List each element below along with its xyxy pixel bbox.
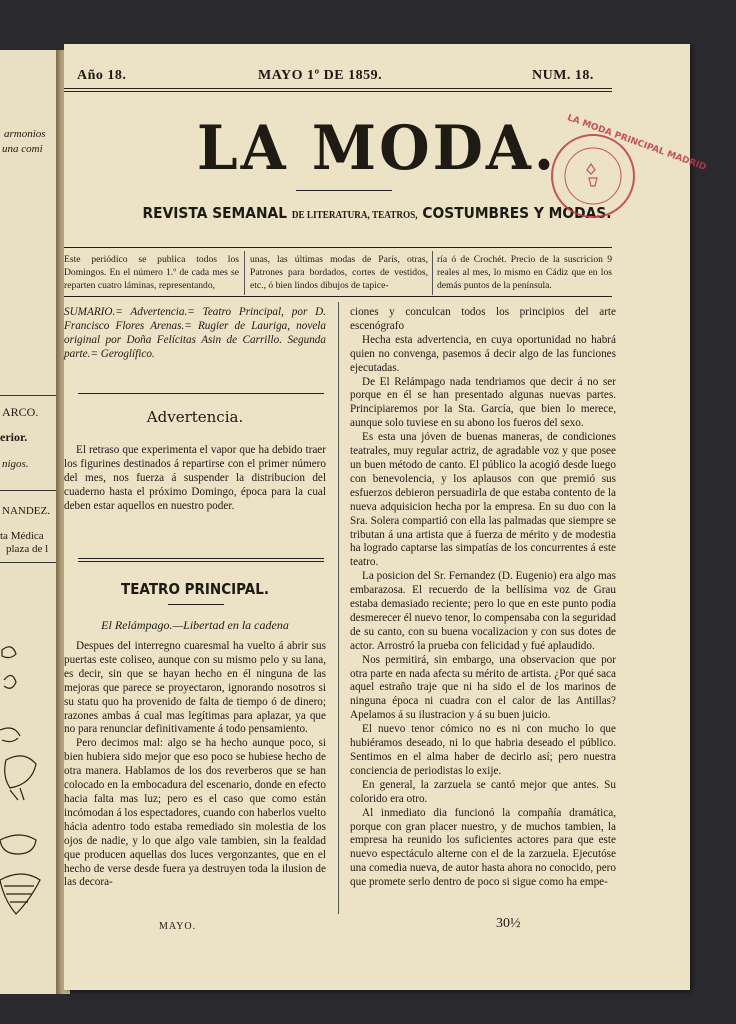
page-number: 30½	[496, 916, 521, 931]
title-ornament-rule	[296, 190, 392, 191]
left-rule	[0, 490, 60, 491]
masthead-title: LA MODA.	[196, 112, 558, 184]
article-paragraph: ciones y conculcan todos los principios del arte escenógrafo	[350, 306, 616, 332]
left-rule	[0, 562, 60, 563]
section-rule	[78, 393, 324, 394]
article-paragraph: De El Relámpago nada tendriamos que decir á no ser porque en él se han presentado algunas nuevas partes. Principiaremos por la Sta. García, que bien lo merece, aunque solo tuviese en su abono los fueros del sexo.	[350, 375, 616, 430]
left-fragment: plaza de l	[6, 543, 49, 555]
issue-number: NUM. 18.	[532, 68, 594, 83]
section-rule	[78, 558, 324, 559]
left-fragment: ARCO.	[2, 405, 39, 419]
footer-month: MAYO.	[159, 921, 197, 932]
library-stamp	[551, 113, 708, 218]
article-paragraph: Nos permitirá, sin embargo, una observacion que por otra parte en nada afecta su mérito de artista. ¿Por qué saca aquel estraño traje que ni ha sido el de los marinos de ninguna época ni cuadra con el calor de las Antillas? Apelamos á su ilustracion y á su buen juicio.	[350, 653, 616, 722]
advertencia-heading: Advertencia.	[146, 408, 244, 426]
article-paragraph: Hecha esta advertencia, en cuya oportunidad no habrá quien no convenga, pasemos á decir algo de las funciones ejecutadas.	[350, 333, 616, 374]
left-fragment: una comi	[2, 143, 43, 155]
left-fragment: erior.	[0, 430, 28, 444]
column-divider	[338, 302, 339, 914]
article-paragraph: Al inmediato dia funcionó la compañía dramática, porque con gran placer nuestro, y de muchos tambien, la empresa ha reunido los suficientes actores para que este nuevo espectáculo alterne con el de la zarzuela. Ejecutóse una comedia nueva, de autor hasta ahora no conocido, pero que promete serlo dentro de poco si sigue como ha empe-	[350, 806, 616, 889]
left-fragment: nigos.	[2, 458, 29, 470]
section-rule-double	[78, 561, 324, 562]
article-paragraph: Es esta una jóven de buenas maneras, de condiciones teatrales, muy regular actriz, de agradable voz y que posee un buen método de canto. El público la acogió desde luego con benevolencia, y los aplausos con que premió sus esfuerzos debieron persuadirla de que estaba contento de la nueva adquisicion hecha por la empresa. En su duo con la Sra. Solera compartió con ella las palmadas que siempre se tributan á una artista que á fuerza de mérito y de modestia ha logrado captarse las simpatías de los concurrentes á este teatro.	[350, 431, 616, 569]
notice-separator	[432, 251, 433, 295]
advertencia-text	[64, 444, 326, 514]
engraving-illustration	[0, 640, 48, 940]
left-fragment: ta Médica	[0, 530, 44, 542]
article-paragraph: La posicion del Sr. Fernandez (D. Eugenio) era algo mas embarazosa. El recuerdo de la bellísima voz de Grau estaba demasiado reciente; pero lo que en este punto podia desmerecer él nuevo tenor, lo compensaba con la seguridad de su canto, con su buena vocalizacion y con sus dotes de actor. Arrostró la prueba con felicidad y fué aplaudido.	[350, 570, 616, 652]
heading-underline	[168, 604, 224, 605]
notice-separator	[244, 251, 245, 295]
advertencia-paragraph: El retraso que experimenta el vapor que ha debido traer los figurines destinados á repartirse con el primer número del mes, nos fuerza á suspender la distribucion del cuaderno hasta el próximo Domingo, época para la cual deben estar aquellos en nuestro poder.	[64, 444, 326, 512]
article-paragraph: El nuevo tenor cómico no es ni con mucho lo que hubiéramos deseado, ni lo que habria deseado el público. Sentimos en el alma haber de decirlo así; pero nuestra conciencia de periodistas lo exije.	[350, 723, 616, 777]
relampago-subheading: El Relámpago.—Libertad en la cadena	[101, 618, 289, 632]
notice-column-3: ría ó de Crochét. Precio de la suscricion 9 reales al mes, lo mismo en Cádiz que en los demás puntos de la península.	[437, 254, 612, 291]
stamp-text: LA MODA PRINCIPAL MADRID	[565, 113, 708, 173]
left-rule	[0, 395, 60, 396]
article-paragraph: Despues del interregno cuaresmal ha vuelto á abrir sus puertas este coliseo, aunque con su mismo pelo y su lana, es decir, sin que se hayan hecho en él ninguna de las mejoras que parece se proyectaron, ignorando nosotros si su statu quo ha provenido de falta de tiempo ó de dinero; razones ambas á cual mas legítimas para aplazar, ya que no para renunciar definitivamente á todo pensamiento.	[64, 640, 326, 736]
article-paragraph: En general, la zarzuela se cantó mejor que antes. Su colorido era otro.	[350, 778, 616, 805]
notice-column-1: Este periódico se publica todos los Domingos. En el número 1.º de cada mes se reparten cuatro láminas, representando,	[64, 254, 239, 291]
issue-date: MAYO 1º DE 1859.	[258, 68, 383, 83]
subtitle-part: REVISTA SEMANAL	[142, 204, 287, 222]
subtitle-part: COSTUMBRES Y MODAS.	[422, 204, 612, 222]
notice-bottom-rule	[64, 296, 612, 297]
left-fragment: armonios	[4, 128, 46, 140]
teatro-article-right	[350, 306, 616, 890]
sumario-summary: SUMARIO.= Advertencia.= Teatro Principal, por D. Francisco Flores Arenas.= Rugier de Lauriga, novela original por Doña Felícitas Asin de Carrillo. Segunda parte.= Geroglífico.	[64, 306, 326, 360]
left-fragment: NANDEZ.	[2, 505, 50, 517]
article-paragraph: Pero decimos mal: algo se ha hecho aunque poco, si bien hubiera sido mejor que eso poco se hubiese hecho de otra manera. Hablamos de los dos reverberos que se han colocado en la embocadura del escenario, donde en efecto hacia falta mas luz; pero es el caso que como están incómodan á los espectadores, cuando con haberlos vuelto hácia adentro todo estaba remediado sin molestia de los ojos de nadie, y lo que algo vale tambien, sin la fealdad que producen aquellas dos luces vergonzantes, que en el hecho de verse desde fuera ya destruyen toda la ilusion de las decora-	[64, 737, 326, 889]
year-label: Año 18.	[77, 68, 127, 83]
notice-top-rule	[64, 247, 612, 248]
subtitle-part: DE LITERATURA, TEATROS,	[291, 210, 418, 221]
header-rule	[64, 88, 612, 89]
teatro-article-left	[64, 640, 326, 890]
left-adjacent-page	[0, 50, 64, 994]
newspaper-page	[64, 44, 708, 990]
header-rule-double	[64, 91, 612, 92]
notice-column-2: unas, las últimas modas de París, otras, Patrones para bordados, cortes de vestidos, etc., ó bien lindos dibujos de tapice-	[250, 254, 428, 291]
teatro-principal-heading: TEATRO PRINCIPAL.	[121, 580, 269, 598]
